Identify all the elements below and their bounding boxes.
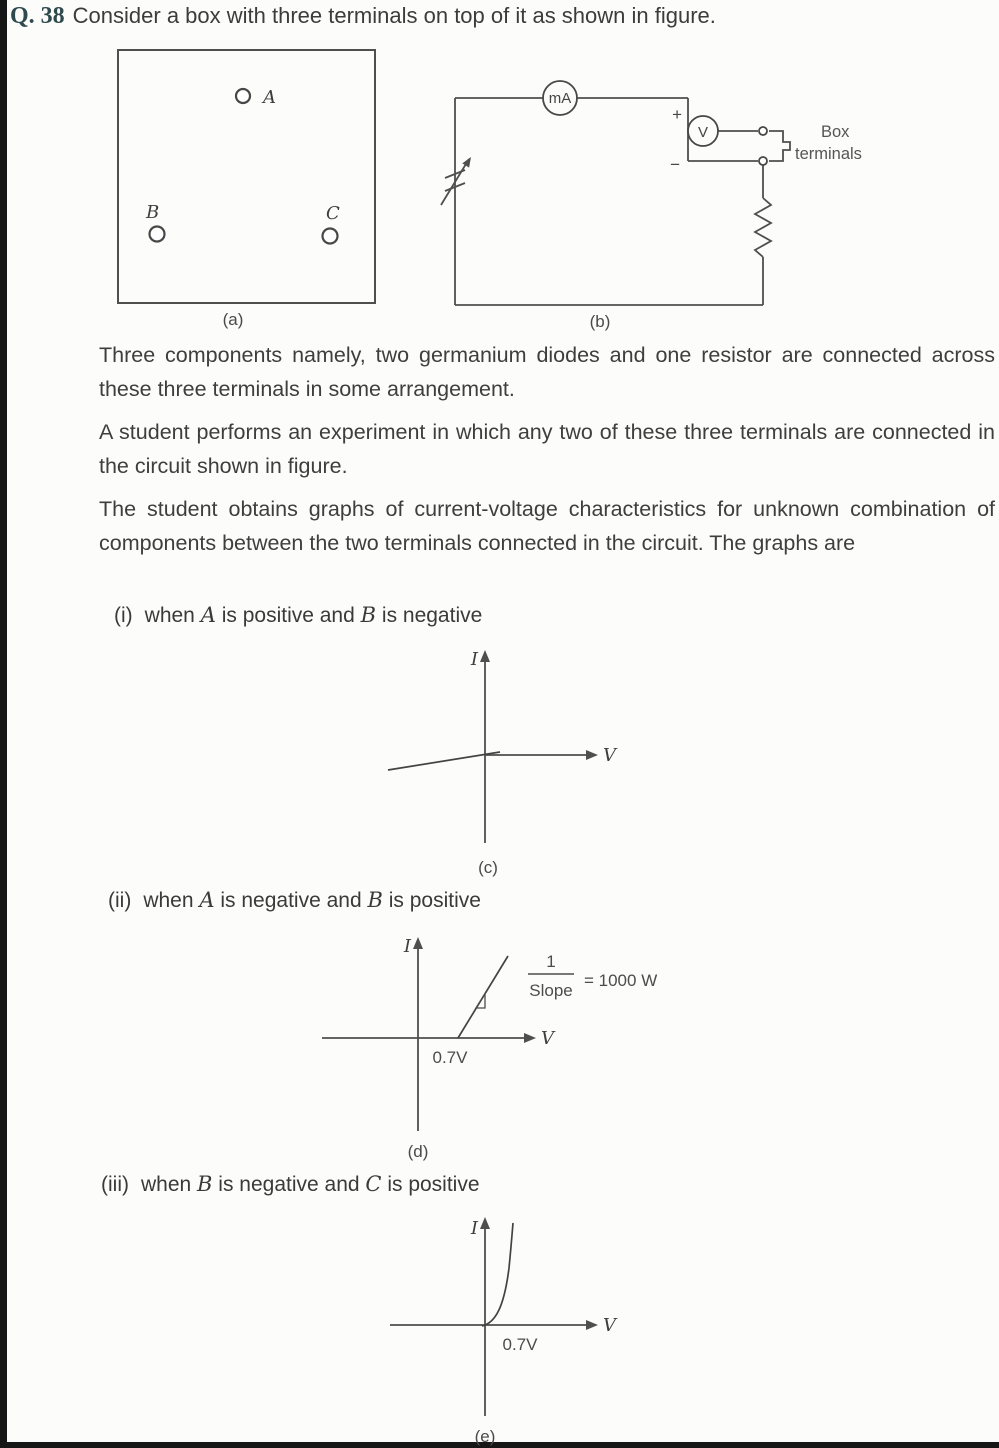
box-terminals-label-1: Box xyxy=(821,123,850,141)
iv-curve-c xyxy=(388,752,500,770)
knee-voltage-label: 0.7V xyxy=(432,1048,468,1067)
case-iii-text: is negative and xyxy=(212,1173,366,1196)
case-ii-text: is negative and xyxy=(214,889,368,912)
graph-d-caption: (d) xyxy=(407,1142,429,1161)
body-text xyxy=(0,338,999,569)
y-axis-label: I xyxy=(470,649,478,670)
question-line xyxy=(10,3,992,30)
voltmeter-label: V xyxy=(697,124,709,141)
case-iii-line xyxy=(101,1172,480,1197)
terminal-b-label: B xyxy=(146,202,160,223)
terminal-a-label: A xyxy=(263,87,276,108)
y-axis-label: I xyxy=(403,936,411,957)
case-ii-text: when xyxy=(143,889,200,912)
slope-fraction-denominator: Slope xyxy=(529,981,573,1000)
paragraph-2: A student performs an experiment in which any two of these three terminals are connected in the circuit shown in figure. xyxy=(99,420,995,478)
slope-triangle xyxy=(476,994,485,1008)
iv-curve-e xyxy=(482,1223,513,1326)
terminal-b-dot xyxy=(150,227,165,242)
slope-fraction-numerator: 1 xyxy=(546,952,556,971)
x-axis-label: V xyxy=(603,1315,616,1336)
knee-voltage-label: 0.7V xyxy=(502,1335,538,1354)
iv-graph-d xyxy=(300,933,720,1161)
case-i-text: is negative xyxy=(376,604,483,627)
case-ii-line xyxy=(108,888,481,913)
resistor xyxy=(755,198,771,257)
iv-graph-e xyxy=(360,1213,670,1448)
terminal-var: B xyxy=(367,888,383,912)
x-axis-label: V xyxy=(541,1028,554,1049)
case-ii-marker: (ii) xyxy=(108,889,132,912)
paragraph-1: Three components namely, two germanium diodes and one resistor are connected across these three terminals in some arrangement. xyxy=(99,343,995,401)
terminal-var: A xyxy=(199,888,215,912)
case-iii-text: is positive xyxy=(381,1173,480,1196)
graph-e-axes xyxy=(390,1217,598,1416)
question-text: Consider a box with three terminals on top of it as shown in figure. xyxy=(72,3,716,28)
terminal-var: B xyxy=(197,1172,213,1196)
case-i-marker: (i) xyxy=(114,604,133,627)
terminal-bracket xyxy=(769,131,790,161)
iv-graph-c xyxy=(360,646,670,878)
scan-edge-left xyxy=(0,0,7,1448)
box-terminals-label-2: terminals xyxy=(795,145,862,163)
paragraph-3: The student obtains graphs of current-voltage characteristics for unknown combination of components between the two terminals connected in the circuit. The graphs are xyxy=(99,497,995,555)
milliammeter-label: mA xyxy=(548,90,572,107)
graph-c-axes xyxy=(480,650,598,843)
y-axis-label: I xyxy=(470,1218,478,1239)
terminal-var: A xyxy=(200,603,216,627)
graph-d-axes xyxy=(322,937,536,1131)
terminal-var: C xyxy=(365,1172,382,1196)
plus-sign: + xyxy=(672,105,682,124)
box-terminal-top xyxy=(759,127,767,135)
case-iii-marker: (iii) xyxy=(101,1173,129,1196)
box-outline xyxy=(118,50,375,303)
case-i-text: is positive and xyxy=(215,604,361,627)
question-number: Q. 38 xyxy=(10,3,65,29)
fig-b-caption: (b) xyxy=(589,312,611,331)
variable-source xyxy=(441,157,471,205)
case-i-text: when xyxy=(144,604,201,627)
case-iii-text: when xyxy=(140,1173,198,1196)
fig-a-caption: (a) xyxy=(222,310,244,329)
box-terminal-diagram xyxy=(105,46,395,336)
graph-e-caption: (e) xyxy=(474,1427,496,1446)
graph-c-caption: (c) xyxy=(478,858,498,877)
case-i-line xyxy=(114,603,482,628)
measurement-circuit-diagram xyxy=(440,60,900,345)
minus-sign: − xyxy=(670,155,680,174)
box-terminal-bottom xyxy=(759,157,767,165)
terminal-var: B xyxy=(360,603,377,627)
terminal-c-label: C xyxy=(326,203,340,224)
x-axis-label: V xyxy=(603,745,616,766)
case-ii-text: is positive xyxy=(382,889,481,912)
terminal-c-dot xyxy=(323,229,338,244)
circuit-wires xyxy=(455,98,790,305)
slope-value: = 1000 W xyxy=(584,971,658,990)
terminal-a-dot xyxy=(236,89,250,103)
